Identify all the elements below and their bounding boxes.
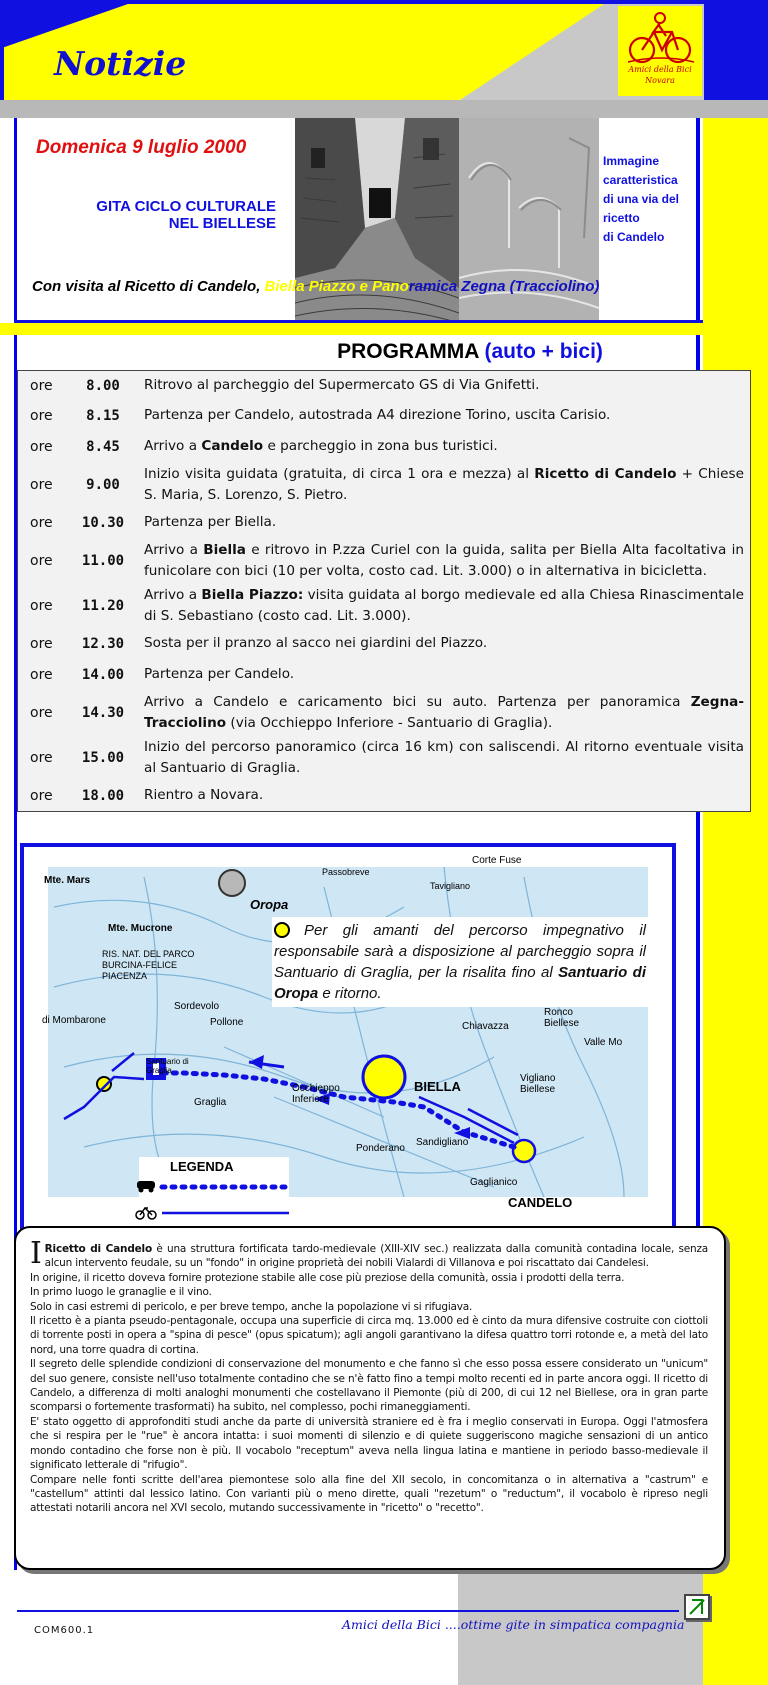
row-time: 12.30 [81, 635, 125, 652]
drop-cap: I [30, 1236, 42, 1271]
page-title: Notizie [54, 44, 187, 83]
map-label-biella: BIELLA [414, 1079, 461, 1094]
map-note-text: e ritorno. [318, 985, 382, 1002]
map-label: Corte Fuse [472, 855, 522, 866]
programme-row [18, 507, 750, 538]
row-ore-label: ore [30, 749, 53, 766]
row-description: Partenza per Biella. [144, 514, 277, 530]
map-note-bold: Santuario di Oropa [274, 964, 646, 1002]
programme-row [18, 400, 750, 431]
row-time: 10.30 [81, 514, 125, 531]
article-paragraph: Compare nelle fonti scritte dell'area piemontese solo alla fine del XII secolo, in concomitanza o in alternativa a "castrum" e "castellum" attinti dal lessico latino. Con varianti più o meno dirette, quali "rezetum" o "reductum", il vocabolo è ripreso negli attestati notarili ancora nel XVI secolo, mutando successivamente in "ricetto" o "recetto". [30, 1473, 708, 1515]
row-description: Rientro a Novara. [144, 787, 264, 803]
row-ore-label: ore [30, 787, 53, 804]
map-legend-title: LEGENDA [170, 1159, 234, 1174]
map-label: Passobreve [322, 867, 370, 877]
map-label: Gaglianico [470, 1177, 518, 1188]
programme-row [18, 690, 750, 735]
row-description [144, 540, 750, 582]
article-paragraph: Il segreto delle splendide condizioni di conservazione del monumento e che fanno sì che esso possa essere considerato un "unicum" del suo genere, consiste nell'uso totalmente contadino che se n'è fatto fino a tempi molto recenti ed in parte ancora oggi. Il ricetto di Candelo, a differenza di molti analoghi monumenti che costellavano il Piemonte (più di 200, di cui 12 nel Biellese, ora in gran parte scomparsi o fortemente trasformati) ha subito, nel complesso, pochi rimaneggiamenti. [30, 1358, 708, 1414]
row-time: 8.00 [86, 377, 120, 394]
row-time: 11.00 [81, 552, 125, 569]
biella-marker [363, 1056, 405, 1098]
logo-text-line1: Amici della Bici [628, 65, 692, 74]
map-label: Graglia [194, 1097, 227, 1108]
map-label: Valle Mo [584, 1037, 623, 1048]
map-label: di Mombarone [42, 1015, 106, 1026]
map-label: Mte. Mars [44, 875, 91, 886]
row-time: 15.00 [81, 749, 125, 766]
row-ore-label: ore [30, 704, 53, 721]
row-desc-bold: Biella Piazzo: [201, 586, 304, 603]
programme-row [18, 583, 750, 628]
map-label: Sandigliano [416, 1137, 469, 1148]
map-label: Sordevolo [174, 1001, 220, 1012]
row-ore-label: ore [30, 635, 53, 652]
row-time: 9.00 [86, 476, 120, 493]
row-description: Inizio del percorso panoramico (circa 16 km) con saliscendi. Al ritorno eventuale visita al Santuario di Graglia. [144, 738, 744, 776]
programme-row [18, 462, 750, 507]
row-desc-bold: Ricetto di Candelo [534, 465, 677, 482]
row-desc-text: Arrivo a [144, 586, 202, 603]
map-label-candelo: CANDELO [508, 1195, 573, 1210]
row-desc-text: e ritrovo in P.zza Curiel con la guida, salita per Biella Alta facoltativa in funicolare con bici (10 per volta, costo cad. Lit. 3.000) o in alternativa in bicicletta. [144, 541, 744, 579]
event-title-line2: NEL BIELLESE [168, 215, 276, 232]
row-desc-text: Arrivo a [144, 541, 204, 558]
article-bold: Ricetto di Candelo [44, 1243, 152, 1255]
map-label: Mte. Mucrone [108, 923, 173, 934]
row-desc-text: + Chiese S. Maria, S. Lorenzo, S. Pietro. [144, 465, 744, 503]
programme-row [18, 780, 750, 811]
row-ore-label: ore [30, 597, 53, 614]
map-label: Chiavazza [462, 1021, 509, 1032]
parking-marker [97, 1077, 111, 1091]
row-description: Sosta per il pranzo al sacco nei giardini del Piazzo. [144, 635, 488, 651]
map-label: RIS. NAT. DEL PARCO BURCINA-FELICE PIACENZA [102, 949, 195, 981]
programme-title [250, 340, 690, 364]
row-ore-label: ore [30, 377, 53, 394]
map-label-oropa: Oropa [250, 897, 289, 912]
row-desc-bold: Zegna-Tracciolino [144, 693, 744, 731]
event-title [40, 198, 276, 232]
row-description [144, 464, 750, 506]
map-image [24, 847, 672, 1229]
map-label: Ronco Biellese [544, 1007, 580, 1029]
map-note [272, 917, 648, 1007]
section-yellow-rule [0, 323, 703, 335]
article-paragraph: Il ricetto è a pianta pseudo-pentagonale, occupa una superficie di circa mq. 13.000 ed è cinto da mura difensive costruite con ciottoli di torrente posti in opera a "spina di pesce" (opus spicatum); agli angoli garantivano la difesa quattro torri rotonde e, a metà del lato nord, una torre quadra di cortina. [30, 1315, 708, 1356]
candelo-marker [513, 1140, 535, 1162]
row-ore-label: ore [30, 552, 53, 569]
row-description: Ritrovo al parcheggio del Supermercato GS di Via Gnifetti. [144, 377, 540, 393]
caption-line: caratteristica [603, 173, 678, 187]
row-ore-label: ore [30, 407, 53, 424]
oropa-marker [219, 870, 245, 896]
programme-title-suffix: (auto + bici) [484, 340, 603, 363]
footer-slogan: Amici della Bici ....ottime gite in simpatica compagnia [342, 1617, 685, 1632]
programme-table [17, 370, 751, 812]
programme-row [18, 431, 750, 462]
row-time: 14.00 [81, 666, 125, 683]
map-label: Occhieppo Inferiore [292, 1083, 340, 1105]
row-desc-text: Inizio visita guidata (gratuita, di circa 1 ora e mezza) al [144, 465, 535, 482]
caption-line: di una via del [603, 192, 680, 206]
row-desc-text: Arrivo a [144, 438, 202, 454]
article-paragraph: In primo luogo le granaglie e il vino. [30, 1286, 212, 1299]
event-subtitle [32, 278, 599, 295]
row-description: Partenza per Candelo. [144, 666, 295, 682]
row-desc-text: e parcheggio in zona bus turistici. [263, 438, 498, 454]
programme-row [18, 735, 750, 780]
article-paragraph: Solo in casi estremi di pericolo, e per breve tempo, anche la popolazione vi si rifugiava. [30, 1300, 473, 1313]
event-date: Domenica 9 luglio 2000 [36, 137, 247, 158]
header-gray-rule [0, 100, 768, 118]
page-header [0, 0, 768, 118]
row-desc-text: visita guidata al borgo medievale ed alla Chiesa Rinascimentale di S. Sebastiano (costo cad. Lit. 3.000). [144, 586, 744, 624]
subtitle-part: Con visita al Ricetto di Candelo, [32, 278, 261, 295]
history-article [14, 1226, 726, 1570]
row-description: Partenza per Candelo, autostrada A4 direzione Torino, uscita Carisio. [144, 407, 611, 423]
bicycle-rider-icon [622, 10, 698, 66]
parking-bullet-icon [274, 922, 290, 938]
caption-line: ricetto [603, 211, 640, 225]
caption-line: di Candelo [603, 230, 665, 244]
row-desc-text: Arrivo a Candelo e caricamento bici su auto. Partenza per panoramica [144, 693, 691, 710]
row-description [144, 585, 750, 627]
footer-code: COM600.1 [34, 1625, 95, 1636]
event-title-line1: GITA CICLO CULTURALE [96, 198, 276, 215]
row-time: 8.15 [86, 407, 120, 424]
row-time: 11.20 [81, 597, 125, 614]
row-ore-label: ore [30, 476, 53, 493]
map-label: Pollone [210, 1017, 244, 1028]
row-ore-label: ore [30, 514, 53, 531]
programme-title-main: PROGRAMMA [337, 340, 479, 363]
row-desc-text: (via Occhieppo Inferiore - Santuario di Graglia). [226, 714, 553, 731]
logo-text-line2: Novara [645, 76, 675, 85]
map-label: Santuario di Graglia [146, 1057, 189, 1075]
row-time: 8.45 [86, 438, 120, 455]
programme-row [18, 628, 750, 659]
photo-caption [603, 152, 698, 247]
route-map [20, 843, 676, 1233]
caption-line: Immagine [603, 154, 660, 168]
footer-rule [17, 1610, 679, 1612]
map-label: Tavigliano [430, 881, 471, 891]
row-description [144, 692, 750, 734]
programme-row [18, 538, 750, 583]
subtitle-part: ramica Zegna (Tracciolino) [408, 278, 600, 295]
article-paragraph: In origine, il ricetto doveva fornire protezione stabile alle cose più preziose della comunità, ossia i prodotti della terra. [30, 1271, 625, 1284]
document-icon [684, 1594, 710, 1620]
programme-row [18, 659, 750, 690]
row-time: 18.00 [81, 787, 125, 804]
logo-caption [618, 64, 702, 86]
row-desc-bold: Biella [203, 541, 246, 558]
row-desc-bold: Candelo [201, 438, 264, 454]
subtitle-part: Biella Piazzo e Pano [264, 278, 409, 295]
article-paragraph [30, 1236, 708, 1271]
row-ore-label: ore [30, 438, 53, 455]
club-logo [618, 6, 702, 96]
row-description [144, 436, 750, 457]
article-text: è una struttura fortificata tardo-medievale (XIII-XIV sec.) realizzata dalla comunità contadina locale, senza alcun intervento feudale, su un "fondo" in origine proprietà dei nobili Vialardi di Villanova e poi riscattato dai Candelesi. [44, 1243, 708, 1270]
article-paragraph: E' stato oggetto di approfonditi studi anche da parte di università straniere ed è fra i meglio conservati in Europa. Oggi l'atmosfera che si respira per le "rue" è ancora intatta: i suoi momenti di silenzio e di quiete suggeriscono magiche sensazioni di un antico mondo contadino che forse non è più. Il vocabolo "receptum" aveva nella lingua latina e mantiene in periodo basso-medievale il significato letterale di "rifugio". [30, 1415, 708, 1472]
map-label: Ponderano [356, 1143, 405, 1154]
row-time: 14.30 [81, 704, 125, 721]
map-note-text: Per gli amanti del percorso impegnativo il responsabile sarà a disposizione al parcheggio sopra il Santuario di Graglia, per la risalita fino al [274, 922, 646, 981]
programme-row [18, 371, 750, 400]
map-label: Vigliano Biellese [520, 1073, 556, 1095]
row-ore-label: ore [30, 666, 53, 683]
